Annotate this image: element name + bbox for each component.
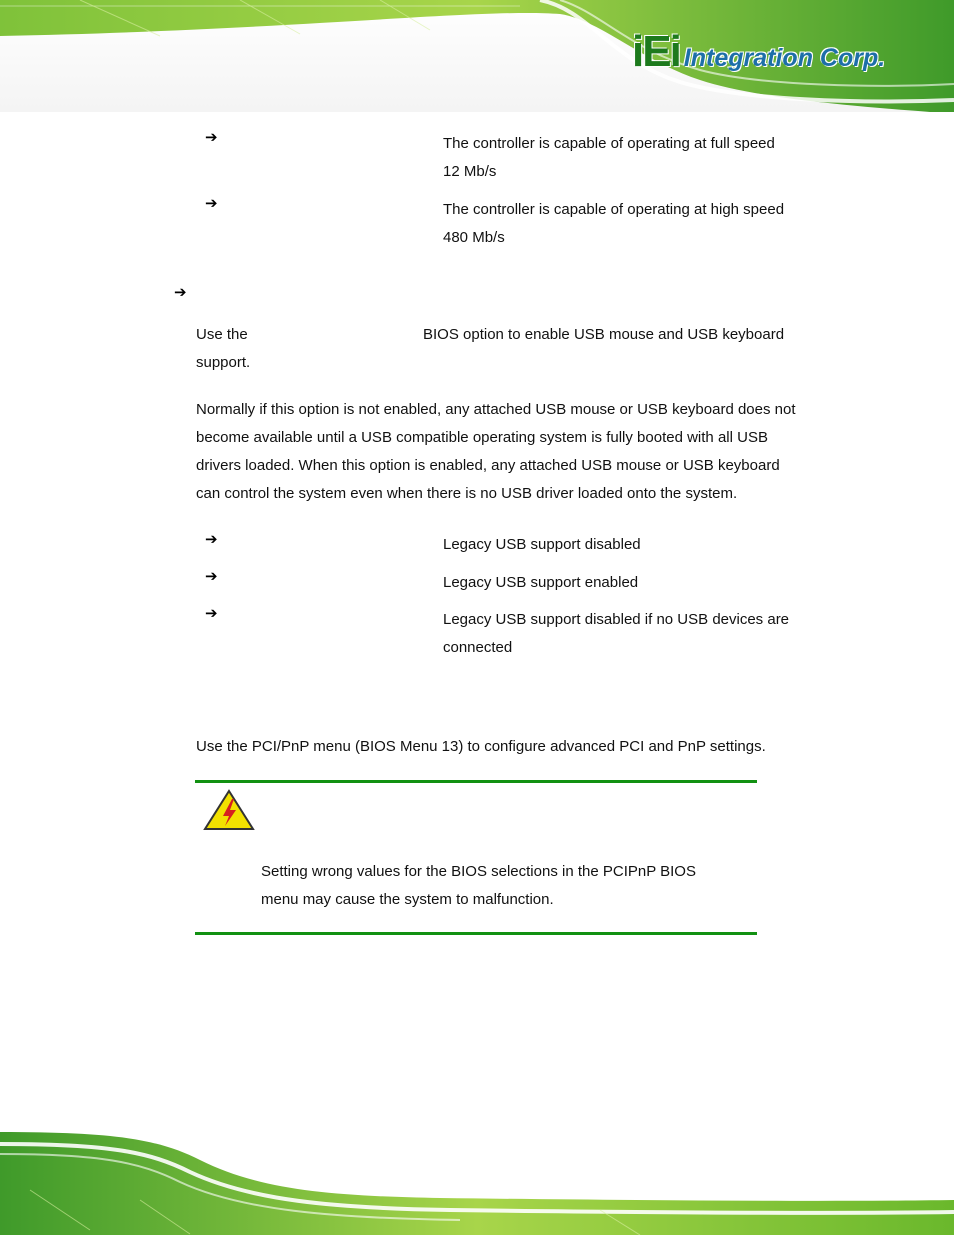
bullet-arrow-icon: ➔	[205, 128, 218, 146]
page-header-banner	[0, 0, 954, 112]
intro-text-right: BIOS option to enable USB mouse and USB keyboard	[423, 326, 785, 343]
company-logo	[632, 27, 886, 76]
option-description-cont: 480 Mb/s	[443, 229, 505, 246]
warning-top-rule	[195, 780, 757, 783]
paragraph-line: Normally if this option is not enabled, any attached USB mouse or USB keyboard does not	[196, 401, 796, 418]
warning-icon	[203, 788, 255, 832]
bullet-arrow-icon: ➔	[205, 567, 218, 585]
paragraph-line: become available until a USB compatible operating system is fully booted with all USB	[196, 429, 768, 446]
paragraph-line: can control the system even when there is no USB driver loaded onto the system.	[196, 485, 738, 502]
option-description-cont: connected	[443, 639, 513, 656]
bullet-arrow-icon: ➔	[205, 530, 218, 548]
option-description: The controller is capable of operating at high speed	[443, 201, 785, 218]
bullet-arrow-icon: ➔	[205, 194, 218, 212]
page-footer-banner	[0, 1130, 954, 1235]
warning-text: Setting wrong values for the BIOS selections in the PCIPnP BIOS	[261, 863, 696, 880]
footer-green-swoosh	[0, 1130, 954, 1235]
logo-mark: iEi	[632, 27, 680, 76]
option-description: Legacy USB support disabled if no USB devices are	[443, 611, 790, 628]
option-description: Legacy USB support disabled	[443, 536, 641, 553]
bullet-arrow-icon: ➔	[205, 604, 218, 622]
pnp-intro: Use the PCI/PnP menu (BIOS Menu 13) to configure advanced PCI and PnP settings.	[196, 738, 766, 755]
intro-text-cont: support.	[196, 354, 251, 371]
option-description: Legacy USB support enabled	[443, 574, 639, 591]
intro-text-left: Use the	[196, 326, 248, 343]
logo-wordmark: Integration Corp.	[683, 44, 886, 72]
option-description-cont: 12 Mb/s	[443, 163, 497, 180]
warning-text-cont: menu may cause the system to malfunction.	[261, 891, 554, 908]
paragraph-line: drivers loaded. When this option is enabled, any attached USB mouse or USB keyboard	[196, 457, 780, 474]
warning-bottom-rule	[195, 932, 757, 935]
section-arrow-icon: ➔	[174, 283, 187, 301]
option-description: The controller is capable of operating at full speed	[443, 135, 775, 152]
